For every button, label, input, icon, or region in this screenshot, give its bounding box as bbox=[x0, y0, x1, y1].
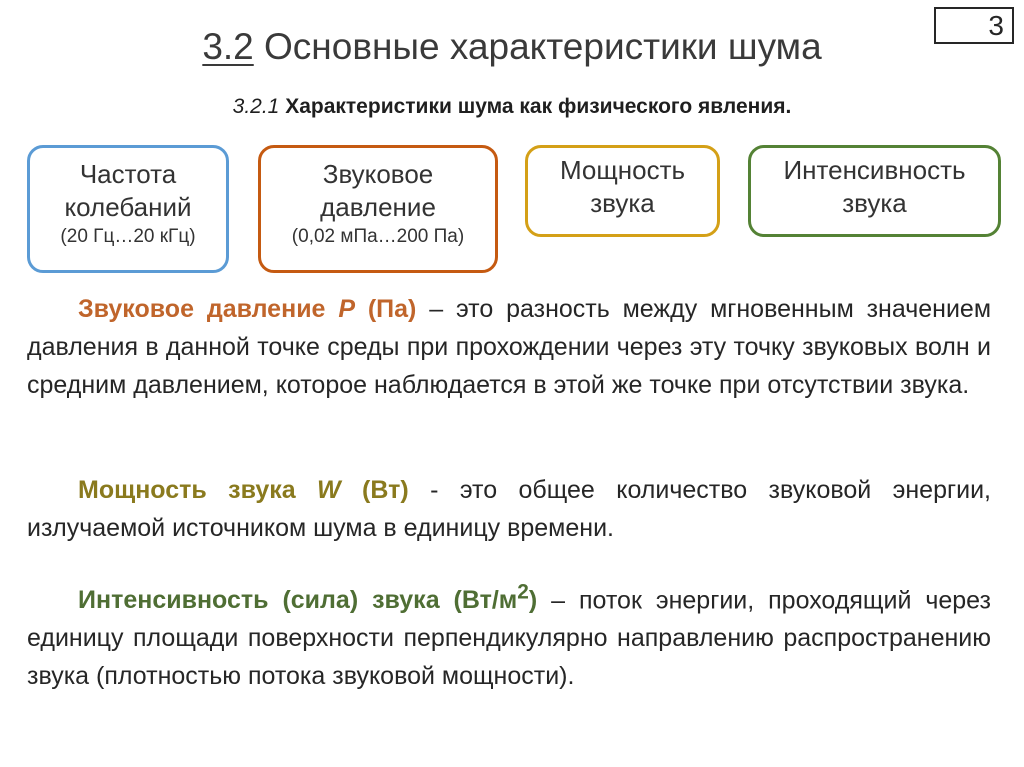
term-power-symbol: W bbox=[317, 476, 341, 504]
card-frequency bbox=[27, 145, 229, 273]
term-sound-intensity bbox=[78, 581, 538, 615]
term-intensity-name: Интенсивность (сила) звука (Вт/м bbox=[78, 586, 518, 615]
card-intensity-line2: звука bbox=[842, 188, 907, 218]
card-sound-power bbox=[525, 145, 720, 237]
card-frequency-line1: Частота bbox=[79, 159, 177, 189]
title-number: 3.2 bbox=[202, 26, 254, 67]
card-pressure-line1: Звуковое bbox=[322, 159, 434, 189]
card-frequency-line2: колебаний bbox=[64, 192, 192, 222]
definition-sound-pressure bbox=[27, 290, 991, 404]
term-pressure-symbol: P bbox=[338, 295, 355, 323]
term-sound-pressure bbox=[78, 295, 416, 323]
card-power-line2: звука bbox=[590, 188, 655, 218]
card-intensity-line1: Интенсивность bbox=[783, 155, 966, 185]
definition-power-text: - это общее количество звуковой энергии, излучаемой источником шума в единицу времени. bbox=[27, 476, 991, 542]
card-pressure-range: (0,02 мПа…200 Па) bbox=[291, 226, 465, 247]
term-pressure-name: Звуковое давление bbox=[78, 295, 339, 323]
title-text: Основные характеристики шума bbox=[253, 26, 822, 67]
card-pressure-line2: давление bbox=[320, 192, 436, 222]
card-sound-pressure bbox=[258, 145, 498, 273]
term-power-name: Мощность звука bbox=[78, 476, 318, 504]
subtitle-number: 3.2.1 bbox=[232, 95, 280, 118]
term-intensity-superscript: 2 bbox=[517, 581, 529, 604]
subtitle-text: Характеристики шума как физического явления. bbox=[279, 95, 792, 118]
term-sound-power bbox=[78, 476, 409, 504]
card-sound-intensity bbox=[748, 145, 1001, 237]
slide-subtitle bbox=[0, 95, 1024, 119]
term-power-unit: (Вт) bbox=[340, 476, 409, 504]
definition-pressure-text: – это разность между мгновенным значением давления в данной точке среды при прохождении через эту точку звуковых волн и средним давлением, которое наблюдается в этой же точке при отсутствии звука. bbox=[27, 295, 992, 399]
card-power-line1: Мощность bbox=[559, 155, 686, 185]
definition-sound-intensity bbox=[27, 574, 991, 695]
definition-sound-power bbox=[27, 471, 991, 547]
slide-title bbox=[0, 26, 1024, 68]
term-intensity-close: ) bbox=[528, 586, 538, 615]
definition-intensity-text: – поток энергии, проходящий через единицу площади поверхности перпендикулярно направлению распространению звука (плотностью потока звуковой мощности). bbox=[27, 586, 991, 691]
card-frequency-range: (20 Гц…20 кГц) bbox=[60, 226, 196, 247]
term-pressure-unit: (Па) bbox=[355, 295, 417, 323]
page-number: 3 bbox=[988, 10, 1004, 41]
